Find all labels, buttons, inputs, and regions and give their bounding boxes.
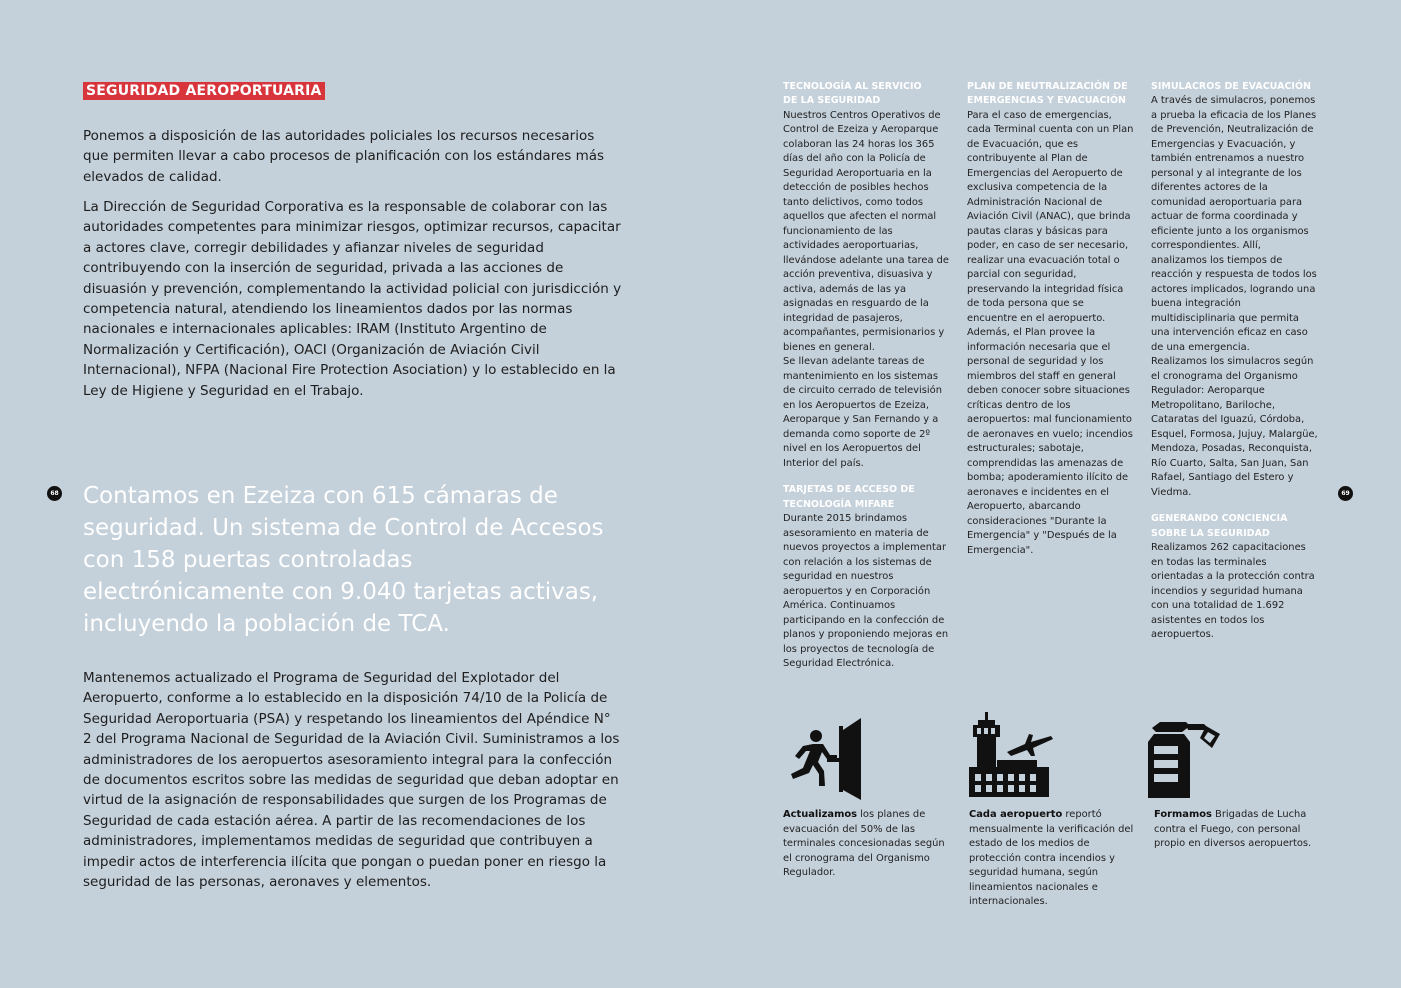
caption-evacuation-plans: [783, 808, 953, 881]
heading-access-cards: TARJETAS DE ACCESO DE TECNOLOGÍA MIFARE: [783, 484, 915, 510]
caption-3-text: Brigadas de Lucha contra el Fuego, con personal propio en diversos aeropuertos.: [1154, 809, 1312, 849]
body-access-cards: Durante 2015 brindamos asesoramiento en materia de nuevos proyectos a implementar con relación a los sistemas de seguridad en nuestros aeropuertos y en Corporación América. Continuamos participando en la confección de planos y proponiendo mejoras en los proyectos de tecnología de Seguridad Electrónica.: [783, 513, 949, 670]
body-technology-2: Se llevan adelante tareas de mantenimiento en los sistemas de circuito cerrado de televisión en los Aeropuertos de Ezeiza, Aeroparque y San Fernando y a demanda como soporte de 2º nivel en los Aeropuertos del Interior del país.: [783, 356, 942, 469]
body-awareness: Realizamos 262 capacitaciones en todas las terminales orientadas a la protección contra incendios y seguridad humana con una totalidad de 1.692 asistentes en todos los aeropuertos.: [1151, 542, 1315, 641]
closing-paragraph-text: Mantenemos actualizado el Programa de Seguridad del Explotador del Aeropuerto, conforme a lo establecido en la disposición 74/10 de la Policía de Seguridad Aeroportuaria (PSA) y respetando los lineamientos del Apéndice N° 2 del Programa Nacional de Seguridad de la Aviación Civil. Suministramos a los administradores de los aeropuertos asesoramiento integral para la confección de documentos escritos sobre las medidas de seguridad que deban adoptar en virtud de la asignación de responsabilidades que surgen de los Programas de Seguridad de cada estación aérea. A partir de las recomendaciones de los administradores, implementamos medidas de seguridad que contribuyen a impedir actos de interferencia ilícita que pongan o puedan poner en riesgo la seguridad de las personas, aeronaves y elementos.: [83, 670, 620, 891]
caption-2-text: reportó mensualmente la verificación del estado de los medios de protección contra incendios y seguridad humana, según lineamientos nacionales e internacionales.: [969, 809, 1134, 907]
closing-paragraph: [83, 668, 623, 892]
caption-1-bold: Actualizamos: [783, 809, 858, 820]
body-emergency-plan: Para el caso de emergencias, cada Terminal cuenta con un Plan de Evacuación, que es contribuyente al Plan de Emergencias del Aeropuerto de exclusiva competencia de la Administración Nacional de Aviación Civil (ANAC), que brinda pautas claras y básicas para poder, en caso de ser necesario, realizar una evacuación total o parcial con seguridad, preservando la integridad física de toda persona que se encuentre en el aeropuerto. Además, el Plan provee la información necesaria que el personal de seguridad y los miembros del staff en general deben conocer sobre situaciones críticas dentro de los aeropuertos: mal funcionamiento de aeronaves en vuelo; incendios estructurales; sabotaje, comprendidas las amenazas de bomba; apoderamiento ilícito de aeronaves e incidentes en el Aeropuerto, abarcando consideraciones "Durante la Emergencia" y "Después de la Emergencia".: [967, 109, 1134, 556]
column-technology: [783, 80, 951, 672]
intro-paragraph-2: La Dirección de Seguridad Corporativa es la responsable de colaborar con las autoridades competentes para minimizar riesgos, optimizar recursos, capacitar a actores clave, corregir debilidades y afianzar niveles de seguridad contribuyendo con la inserción de seguridad, privada a las acciones de disuasión y prevención, complementando la actividad policial con jurisdicción y competencia natural, atendiendo los lineamientos dados por las normas nacionales e internacionales aplicables: IRAM (Instituto Argentino de Normalización y Certificación), OACI (Organización de Aviación Civil Internacional), NFPA (Nacional Fire Protection Asociation) y lo establecido en la Ley de Higiene y Seguridad en el Trabajo.: [83, 199, 622, 399]
body-drills-2: Realizamos los simulacros según el cronograma del Organismo Regulador: Aeroparque Metropolitano, Bariloche, Cataratas del Iguazú, Córdoba, Esquel, Formosa, Jujuy, Malargüe, Mendoza, Posadas, Reconquista, Río Cuarto, Salta, San Juan, San Rafael, Santiago del Estero y Viedma.: [1151, 356, 1318, 498]
heading-drills: SIMULACROS DE EVACUACIÓN: [1151, 81, 1311, 92]
section-title: SEGURIDAD AEROPORTUARIA: [83, 82, 325, 100]
column-drills: [1151, 80, 1319, 643]
caption-3-bold: Formamos: [1154, 809, 1212, 820]
intro-paragraph-1: Ponemos a disposición de las autoridades policiales los recursos necesarios que permiten llevar a cabo procesos de planificación con los estándares más elevados de calidad.: [83, 128, 605, 185]
caption-2-bold: Cada aeropuerto: [969, 809, 1063, 820]
intro-paragraph: [83, 197, 623, 401]
emergency-exit-icon: [783, 712, 883, 802]
fire-extinguisher-icon: [1142, 712, 1242, 802]
body-drills-1: A través de simulacros, ponemos a prueba la eficacia de los Planes de Prevención, Neutralización de Emergencias y Evacuación, y también entrenamos a nuestro personal y al integrante de los diferentes actores de la comunidad aeroportuaria para actuar de forma coordinada y eficiente junto a los organismos correspondientes. Allí, analizamos los tiempos de reacción y respuesta de todos los actores implicados, logrando una buena integración multidisciplinaria que permita una intervención eficaz en caso de una emergencia.: [1151, 95, 1317, 353]
heading-technology: TECNOLOGÍA AL SERVICIO DE LA SEGURIDAD: [783, 81, 922, 107]
caption-airport-reports: [969, 808, 1139, 910]
caption-fire-brigades: [1154, 808, 1324, 852]
airport-tower-icon: [967, 712, 1067, 802]
heading-emergency-plan: PLAN DE NEUTRALIZACIÓN DE EMERGENCIAS Y EVACUACIÓN: [967, 81, 1128, 107]
heading-awareness: GENERANDO CONCIENCIA SOBRE LA SEGURIDAD: [1151, 513, 1288, 539]
page-number-right: 69: [1338, 486, 1353, 501]
column-emergency-plan: [967, 80, 1135, 558]
highlight-quote: Contamos en Ezeiza con 615 cámaras de seguridad. Un sistema de Control de Accesos con 158 puertas controladas electrónicamente con 9.040 tarjetas activas, incluyendo la población de TCA.: [83, 483, 604, 637]
intro-paragraph: [83, 126, 623, 187]
body-technology-1: Nuestros Centros Operativos de Control de Ezeiza y Aeroparque colaboran las 24 horas los 365 días del año con la Policía de Seguridad Aeroportuaria en la detección de posibles hechos tanto delictivos, como todos aquellos que afecten el normal funcionamiento de las actividades aeroportuarias, llevándose adelante una tarea de acción preventiva, disuasiva y activa, además de las ya asignadas en resguardo de la integridad de pasajeros, acompañantes, permisionarios y bienes en general.: [783, 109, 950, 353]
page-number-left: 68: [47, 486, 62, 501]
caption-1-text: los planes de evacuación del 50% de las terminales concesionadas según el cronograma del Organismo Regulador.: [783, 809, 945, 878]
